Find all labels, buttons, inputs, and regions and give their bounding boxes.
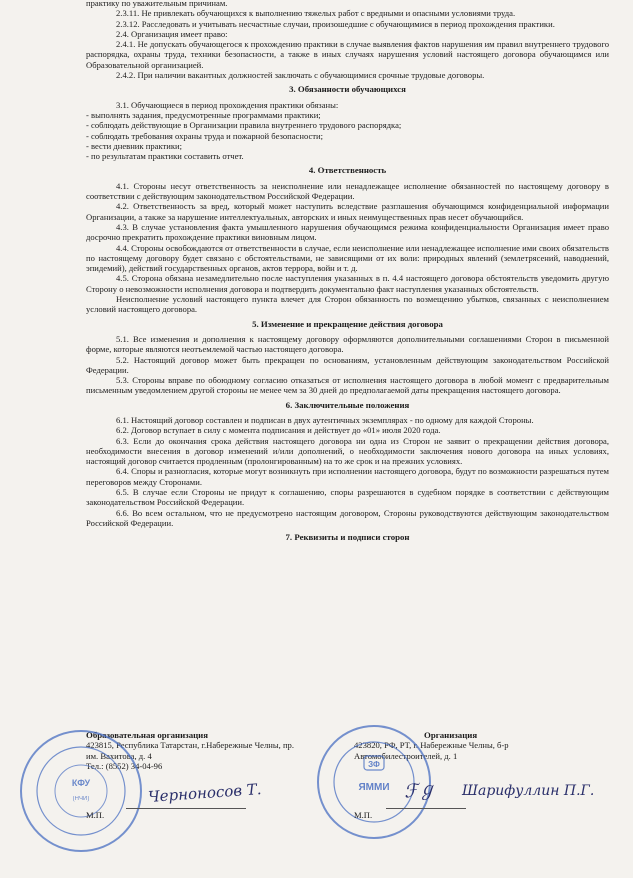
list-item: - выполнять задания, предусмотренные программами практики;	[86, 109, 321, 120]
list-item: - соблюдать действующие в Организации правила внутреннего трудового распорядка;	[86, 120, 402, 131]
svg-text:(НЧИ): (НЧИ)	[72, 796, 90, 802]
education-org-address-2: им. Вахитова, д. 4	[86, 750, 152, 761]
clause-paragraph: практику по уважительным причинам.	[86, 0, 228, 8]
education-org-phone: Тел.: (8552) 34-04-96	[86, 760, 163, 771]
svg-text:КФУ: КФУ	[71, 778, 91, 788]
organization-signature-line	[386, 808, 466, 809]
clause-paragraph: 6.2. Договор вступает в силу с момента подписания и действует до «01» июля 2020 года.	[116, 425, 441, 436]
education-org-address-1: 423815, Республика Татарстан, г.Набережные Челны, пр.	[86, 740, 294, 751]
organization-signature-mark: ℱℊ	[402, 778, 438, 803]
clause-paragraph: 4.1. Стороны несут ответственность за неисполнение или ненадлежащее исполнение обязанностей по настоящему договору в соответствии с действующим законодательством Российской Федерации.	[86, 180, 609, 202]
organization-address-2: Автомобилестроителей, д. 1	[354, 750, 458, 761]
section-4-heading: 4. Ответственность	[308, 165, 387, 176]
requisites-block	[71, 730, 609, 870]
organization-signature: Шарифуллин П.Г.	[462, 783, 595, 799]
clause-paragraph: Неисполнение условий настоящего пункта влечет для Сторон обязанность по возмещению убытков, связанных с неисполнением условий настоящего договора.	[86, 294, 609, 315]
clause-paragraph: 5.1. Все изменения и дополнения к настоящему договору оформляются дополнительными соглашениями Сторон в письменной форме, которые являются неотъемлемой частью настоящего договора.	[86, 333, 609, 355]
clause-paragraph: 4.4. Стороны освобождаются от ответственности в случае, если неисполнение или ненадлежащее исполнение ими своих обязательств по настоящему договору будет связано с обстоятельствами, не зависящими от их воли: природных явлений (землетрясений, наводнений, эпидемий), действий государственных органов, актов террора, войн и т. д.	[86, 242, 609, 274]
section-5-heading: 5. Изменение и прекращение действия договора	[252, 318, 443, 329]
education-org-heading: Образовательная организация	[86, 730, 209, 740]
clause-paragraph: 6.4. Споры и разногласия, которые могут возникнуть при исполнении настоящего договора, будут по возможности разрешаться путем переговоров между Сторонами.	[86, 466, 609, 487]
section-6-heading: 6. Заключительные положения	[285, 399, 410, 410]
education-org-signature-line	[126, 808, 246, 809]
clause-paragraph: 4.3. В случае установления факта умышленного нарушения обучающимся режима конфиденциальности Организация имеет право досрочно прекратить прохождение практики виновным лицом.	[86, 221, 609, 243]
list-item: - соблюдать требования охраны труда и пожарной безопасности;	[86, 130, 324, 141]
clause-paragraph: 4.5. Сторона обязана незамедлительно после наступления указанных в п. 4.4 настоящего договора обстоятельств уведомить другую Сторону о невозможности исполнения договора и подтвердить документально факт наступления указанных обстоятельств.	[86, 273, 609, 294]
education-org-seal-place: М.П.	[86, 810, 105, 820]
section-7-heading: 7. Реквизиты и подписи сторон	[285, 532, 410, 543]
section-3-heading: 3. Обязанности обучающихся	[289, 84, 406, 95]
clause-paragraph: 4.2. Ответственность за вред, который может наступить вследствие разглашения обучающимся конфиденциальной информации Организации, а также за нарушение интеллектуальных, авторских и иных неимущественных прав несет обучающийся.	[86, 201, 609, 222]
organization-stamp-badge: ЗФ	[368, 760, 380, 769]
clause-paragraph: 6.5. В случае если Стороны не придут к соглашению, споры разрешаются в судебном порядке в соответствии с действующим законодательством Российской Федерации.	[86, 487, 609, 508]
organization-heading: Организация	[424, 730, 478, 740]
clause-paragraph: 2.3.11. Не привлекать обучающихся к выполнению тяжелых работ с вредными и опасными условиями труда.	[116, 8, 516, 19]
clause-paragraph: 6.1. Настоящий договор составлен и подписан в двух аутентичных экземплярах - по одному для каждой Стороны.	[116, 414, 534, 425]
clause-paragraph: 2.4.1. Не допускать обучающегося к прохождению практики в случае выявления фактов нарушения им правил внутреннего трудового распорядка, охраны труда, техники безопасности, а также в иных случаях нарушения условий настоящего договора обучающимся или Образовательной организацией.	[86, 39, 609, 70]
clause-paragraph: 2.4.2. При наличии вакантных должностей заключать с обучающимися срочные трудовые договоры.	[116, 70, 485, 81]
section-3-lead: 3.1. Обучающиеся в период прохождения практики обязаны:	[116, 99, 339, 110]
education-org-signature: Черноносов Т.	[147, 780, 263, 806]
list-item: - по результатам практики составить отчет.	[86, 151, 244, 162]
list-item: - вести дневник практики;	[86, 140, 183, 151]
clause-paragraph: 2.4. Организация имеет право:	[116, 28, 228, 39]
clause-paragraph: 6.3. Если до окончания срока действия настоящего договора ни одна из Сторон не заявит о прекращении действия договора, необходимости внесения в договор изменений и/или дополнений, о необходимости заключения нового договора на иных условиях, настоящий договор считается продленным (пролонгированным) на то же срок и на прежних условиях.	[86, 435, 609, 467]
clause-paragraph: 5.3. Стороны вправе по обоюдному согласию отказаться от исполнения настоящего договора в любой момент с предварительным письменным уведомлением другой стороны не менее чем за 30 дней до предполагаемой даты прекращения настоящего договора.	[86, 375, 609, 396]
organization-address-1: 423820, РФ, РТ, г. Набережные Челны, б-р	[354, 740, 509, 751]
organization-stamp-center: ЯММИ	[358, 782, 390, 793]
clause-paragraph: 6.6. Во всем остальном, что не предусмотрено настоящим договором, Стороны руководствуются действующим законодательством Российской Федерации.	[86, 507, 609, 528]
organization-seal-place: М.П.	[354, 810, 373, 820]
clause-paragraph: 2.3.12. Расследовать и учитывать несчастные случаи, произошедшие с обучающимися в период прохождения практики.	[116, 18, 555, 29]
clause-paragraph: 5.2. Настоящий договор может быть прекращен по основаниям, установленным действующим законодательством Российской Федерации.	[86, 354, 609, 375]
education-org-stamp-icon	[16, 726, 146, 856]
document-body	[86, 0, 609, 548]
